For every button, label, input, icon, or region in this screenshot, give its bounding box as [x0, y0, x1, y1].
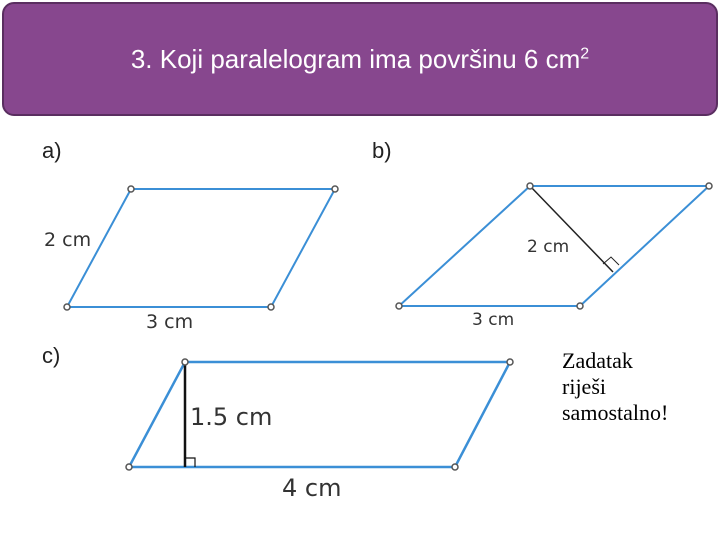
title-text: 3. Koji paralelogram ima površinu 6 cm	[130, 44, 581, 74]
vertex-point	[182, 359, 188, 365]
parallelogram-c	[126, 359, 513, 502]
height-line-b	[530, 186, 613, 272]
vertex-point	[332, 186, 338, 192]
vertex-point	[527, 183, 533, 189]
base-label-a: 3 cm	[146, 311, 194, 333]
instruction-note	[562, 348, 712, 426]
parallelogram-a-shape	[67, 189, 335, 307]
note-line: riješi	[562, 374, 606, 399]
label-b: b)	[372, 138, 392, 163]
base-label-b: 3 cm	[472, 310, 515, 330]
height-label-b: 2 cm	[527, 237, 570, 257]
vertex-point	[268, 304, 274, 310]
label-a: a)	[42, 138, 62, 163]
parallelogram-a	[44, 186, 338, 333]
note-line: Zadatak	[562, 348, 633, 373]
vertex-point	[507, 359, 513, 365]
side-label-a: 2 cm	[44, 229, 92, 251]
title-superscript: 2	[580, 45, 590, 63]
vertex-point	[128, 186, 134, 192]
vertex-point	[126, 464, 132, 470]
note-line: samostalno!	[562, 400, 669, 425]
vertex-point	[396, 303, 402, 309]
vertex-point	[452, 464, 458, 470]
height-label-c: 1.5 cm	[190, 403, 273, 431]
base-label-c: 4 cm	[282, 474, 342, 502]
label-c: c)	[42, 343, 61, 368]
vertex-point	[577, 303, 583, 309]
vertex-point	[706, 183, 712, 189]
parallelogram-b	[396, 183, 712, 330]
vertex-point	[64, 304, 70, 310]
right-angle-marker-c	[185, 458, 195, 467]
